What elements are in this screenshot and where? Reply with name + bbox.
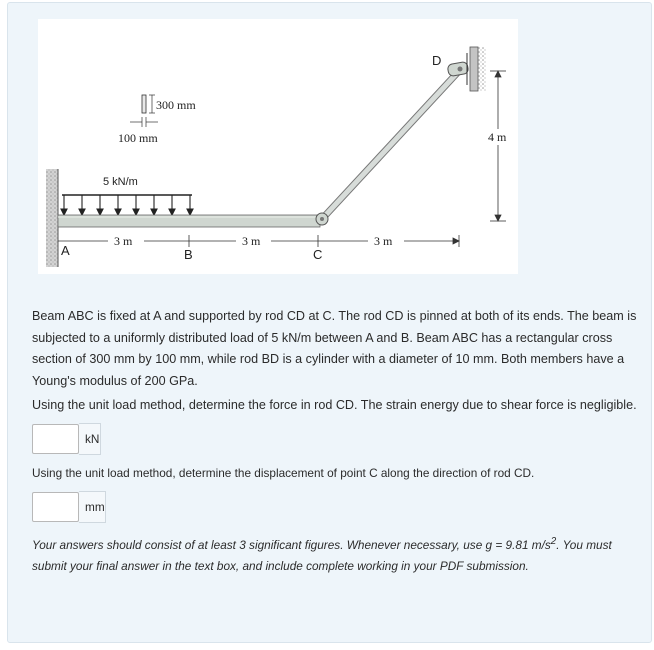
note-text-end: . You must submit your final answer in the text box, and include complete working in your PDF submission.	[32, 537, 612, 574]
dim-height-label: 4 m	[488, 130, 507, 144]
answer-2-input[interactable]	[32, 492, 79, 522]
height-dimension	[490, 71, 506, 221]
distributed-load	[61, 176, 193, 215]
beam-figure	[38, 19, 518, 274]
problem-description: Beam ABC is fixed at A and supported by rod CD at C. The rod CD is pinned at both of its ends. The beam is subjected to a uniformly distributed load of 5 kN/m between A and B. Beam ABC has a rectangular cross section of 300 mm by 100 mm, while rod BD is a cylinder with a diameter of 10 mm. Both members have a Young's modulus of 200 GPa.	[32, 309, 637, 388]
note-text: Your answers should consist of at least 3 significant figures. Whenever necessary, use g = 9.81 m/s	[32, 537, 551, 552]
cross-section	[118, 95, 196, 145]
label-A: A	[61, 243, 70, 258]
label-D: D	[432, 53, 442, 68]
rod-CD	[316, 61, 469, 225]
question-card	[7, 2, 652, 643]
wall-D	[467, 47, 486, 91]
wall-A	[46, 169, 58, 267]
dim-CD-horizontal-label: 3 m	[374, 234, 393, 248]
dim-AB-label: 3 m	[114, 234, 133, 248]
dim-BC-label: 3 m	[242, 234, 261, 248]
beam-ABC	[58, 215, 320, 227]
dim-100-label: 100 mm	[118, 131, 158, 145]
answer-1-unit: kN	[79, 423, 101, 455]
question-2-text: Using the unit load method, determine the displacement of point C along the direction of rod CD.	[32, 466, 535, 480]
answer-2-unit: mm	[79, 491, 106, 523]
answer-2-row	[32, 491, 106, 523]
load-label: 5 kN/m	[103, 176, 138, 188]
answer-1-input[interactable]	[32, 424, 79, 454]
label-C: C	[313, 247, 323, 262]
instructions-note	[32, 531, 644, 578]
note-superscript: 2	[550, 536, 557, 547]
answer-1-row	[32, 423, 101, 455]
label-B: B	[184, 247, 193, 262]
question-1-text: Using the unit load method, determine the force in rod CD. The strain energy due to shear force is negligible.	[32, 398, 637, 412]
dim-300-label: 300 mm	[156, 98, 196, 112]
